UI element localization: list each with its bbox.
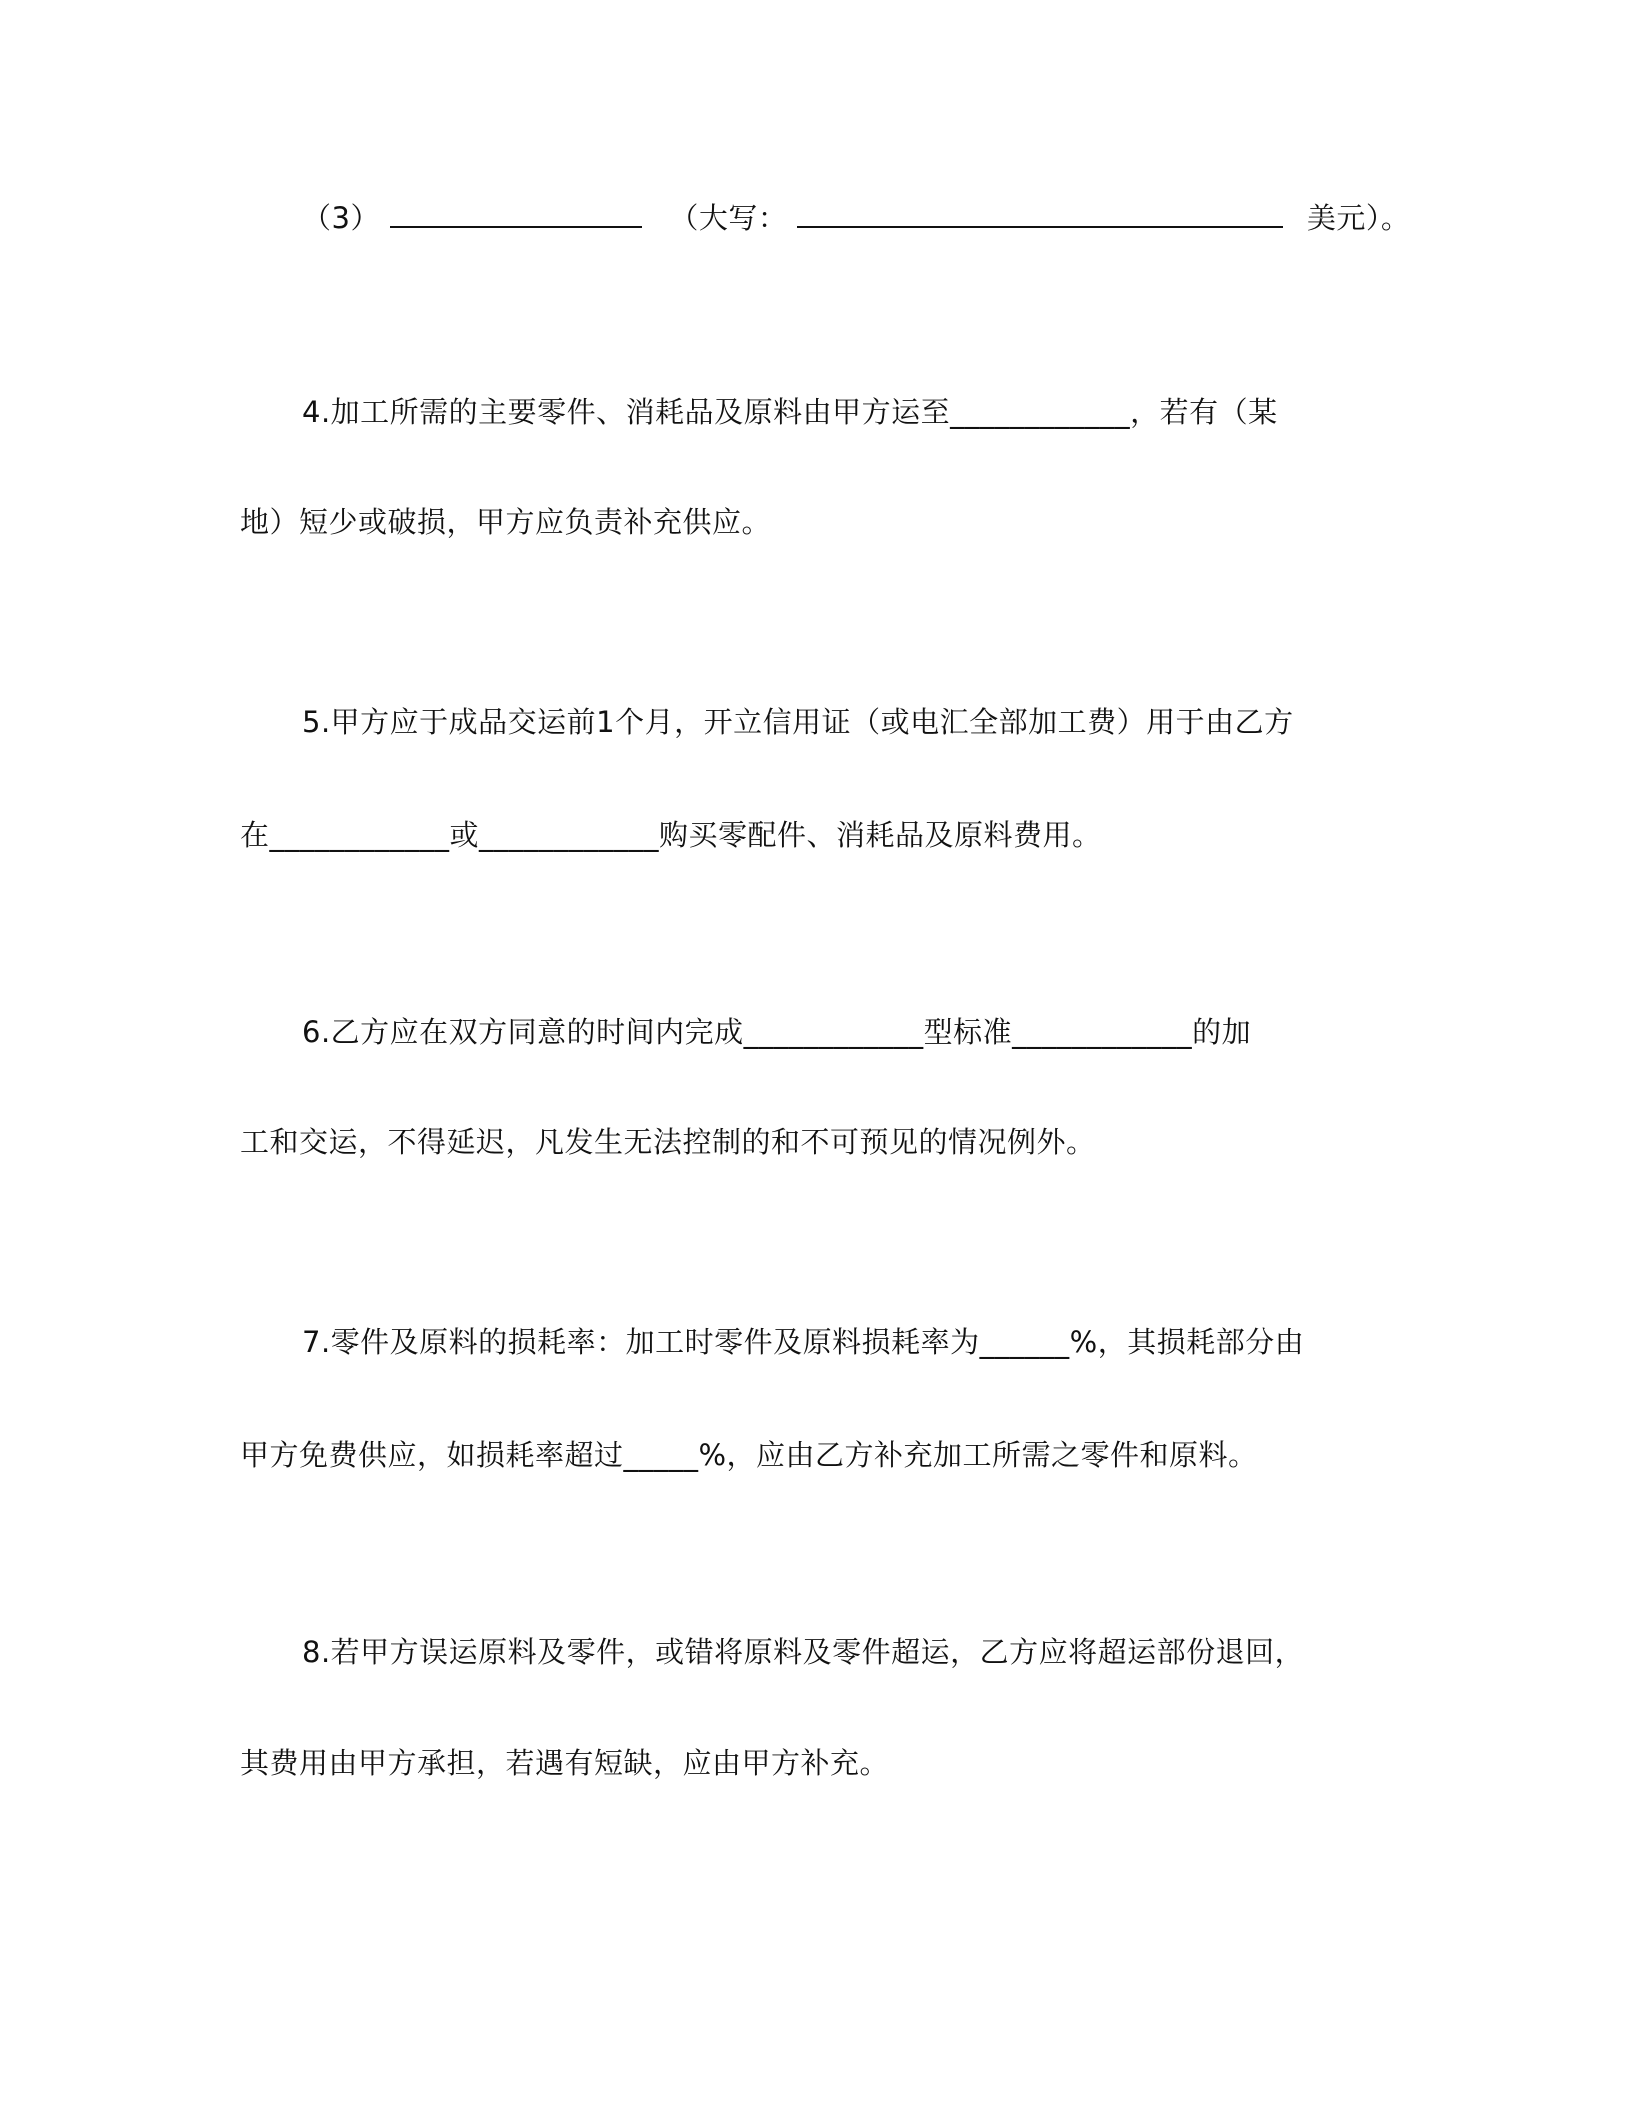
item-3-prefix: （3） bbox=[302, 201, 380, 235]
amount-words-blank bbox=[797, 200, 1283, 228]
item-4-line-1: 4.加工所需的主要零件、消耗品及原料由甲方运至____________，若有（某 bbox=[302, 395, 1278, 429]
item-5-line-1: 5.甲方应于成品交运前1个月，开立信用证（或电汇全部加工费）用于由乙方 bbox=[302, 705, 1294, 739]
item-3-line bbox=[302, 198, 1410, 238]
item-6-line-2: 工和交运，不得延迟，凡发生无法控制的和不可预见的情况例外。 bbox=[240, 1125, 1096, 1159]
item-6-line-1: 6.乙方应在双方同意的时间内完成____________型标准____________的加 bbox=[302, 1015, 1252, 1049]
item-3-middle: （大写： bbox=[669, 201, 788, 235]
item-4-line-2: 地）短少或破损，甲方应负责补充供应。 bbox=[240, 505, 772, 539]
item-7-line-2: 甲方免费供应，如损耗率超过_____%，应由乙方补充加工所需之零件和原料。 bbox=[240, 1438, 1258, 1472]
item-8-line-1: 8.若甲方误运原料及零件，或错将原料及零件超运，乙方应将超运部份退回， bbox=[302, 1635, 1305, 1669]
item-5-line-2: 在____________或____________购买零配件、消耗品及原料费用。 bbox=[240, 818, 1102, 852]
amount-blank bbox=[390, 200, 642, 228]
item-8-line-2: 其费用由甲方承担，若遇有短缺，应由甲方补充。 bbox=[240, 1746, 890, 1780]
item-7-line-1: 7.零件及原料的损耗率：加工时零件及原料损耗率为______%，其损耗部分由 bbox=[302, 1325, 1305, 1359]
item-3-suffix: 美元）。 bbox=[1306, 201, 1411, 235]
